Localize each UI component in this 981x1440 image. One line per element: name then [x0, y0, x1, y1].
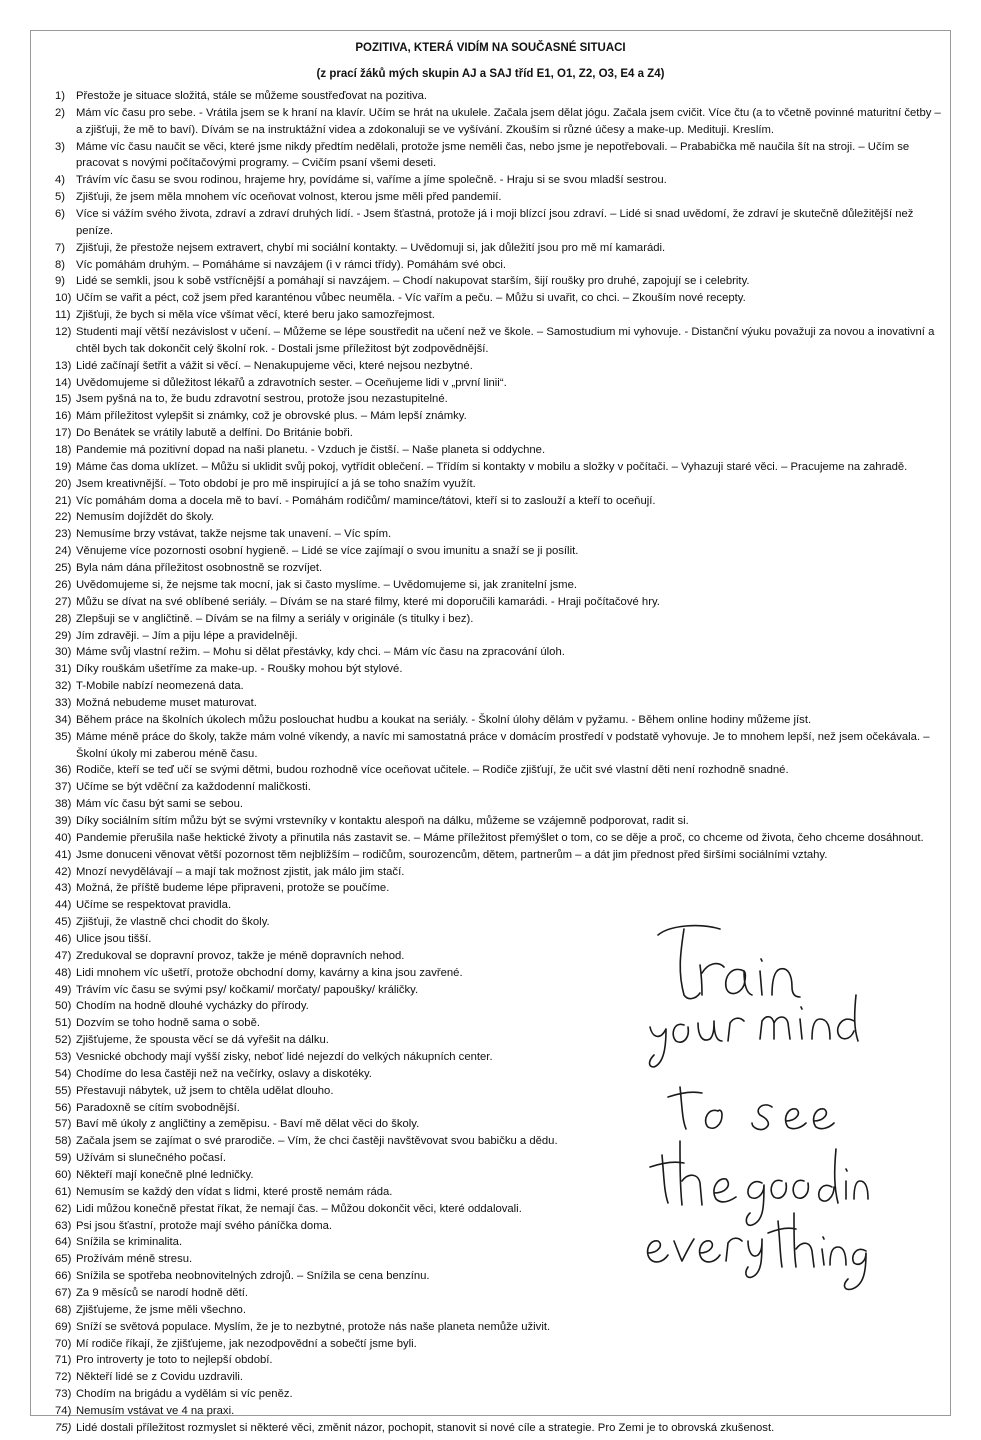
list-item-number: 14)	[55, 376, 72, 389]
list-item	[55, 442, 945, 459]
list-item-text: Lidé začínají šetřit a vážit si věcí. – Nenakupujeme věci, které nejsou nezbytné.	[76, 359, 473, 372]
list-item-text: Učíme se být vděční za každodenní maličkosti.	[76, 781, 311, 794]
handwritten-quote-image	[640, 915, 870, 1295]
list-item-text: Jsem kreativnější. – Toto období je pro mě inspirující a já se toho snažím využít.	[76, 477, 476, 490]
list-item-text: Snížila se kriminalita.	[76, 1236, 183, 1249]
list-item-text: Máme čas doma uklízet. – Můžu si uklidit svůj pokoj, vytřídit oblečení. – Třídím si kontakty v mobilu a složky v počítači. – Vyhazuji staré věci. – Pracujeme na zahradě.	[76, 460, 908, 473]
list-item	[55, 476, 945, 493]
list-item-text: Za 9 měsíců se narodí hodně dětí.	[76, 1287, 249, 1300]
list-item-number: 52)	[55, 1034, 72, 1047]
list-item-text: Možná nebudeme muset maturovat.	[76, 696, 257, 709]
list-item	[55, 408, 945, 425]
list-item-text: Jsme donuceni věnovat větší pozornost těm nejbližším – rodičům, sourozencům, dětem, partnerům – a dát jim přednost před širšími sociálními vztahy.	[76, 848, 828, 861]
list-item-text: Víc pomáhám druhým. – Pomáháme si navzájem (i v rámci třídy). Pomáhám své obci.	[76, 258, 507, 271]
list-item-number: 8)	[55, 258, 66, 271]
list-item-text: Zredukoval se dopravní provoz, takže je méně dopravních nehod.	[76, 949, 405, 962]
list-item-number: 29)	[55, 629, 72, 642]
list-item-number: 12)	[55, 326, 72, 339]
list-item	[55, 1336, 945, 1353]
list-item-text: Trávím víc času se svou rodinou, hrajeme hry, povídáme si, vaříme a jíme společně. - Hraju si se svou mladší sestrou.	[76, 174, 667, 187]
list-item	[55, 644, 945, 661]
list-item-number: 40)	[55, 831, 72, 844]
list-item-number: 13)	[55, 359, 72, 372]
list-item-number: 3)	[55, 140, 66, 153]
list-item-text: Studenti mají větší nezávislost v učení. – Můžeme se lépe soustředit na učení než ve škole. – Samostudium mi vyhovuje. - Distanční výuku považuji za novou a inovativní a chtěl bych tak dokončit celý školní rok. - Dostali jsme příležitost být zodpovědnější.	[76, 326, 935, 355]
list-item	[55, 897, 945, 914]
list-item-text: Víc pomáhám doma a docela mě to baví. - Pomáhám rodičům/ mamince/tátovi, kteří si to zaslouží a kteří to oceňují.	[76, 494, 656, 507]
list-item	[55, 240, 945, 257]
list-item-text: Zjišťujeme, že spousta věcí se dá vyřešit na dálku.	[76, 1034, 329, 1047]
list-item-text: Pandemie přerušila naše hektické životy a přinutila nás zastavit se. – Máme příležitost přemýšlet o tom, co se děje a proč, co chceme od života, čeho chceme dosáhnout.	[76, 831, 924, 844]
list-item	[55, 307, 945, 324]
list-item-text: Pro introverty je toto to nejlepší období.	[76, 1354, 273, 1367]
list-item-number: 70)	[55, 1337, 72, 1350]
list-item-number: 54)	[55, 1067, 72, 1080]
list-item-number: 50)	[55, 1000, 72, 1013]
list-item-number: 49)	[55, 983, 72, 996]
list-item-text: Máme víc času naučit se věci, které jsme nikdy předtím nedělali, protože jsme neměli čas, nebo jsme je nepotřebovali. – Prababička mě naučila šít na stroji. – Učím se pracovat s novými počítačovými programy. – Cvičím psaní všemi deseti.	[76, 140, 910, 170]
list-item-text: Věnujeme více pozornosti osobní hygieně. – Lidé se více zajímají o svou imunitu a snaží se ji posílit.	[76, 545, 579, 558]
list-item-number: 63)	[55, 1219, 72, 1232]
list-item	[55, 324, 945, 358]
list-item-text: Zjišťujeme, že jsme měli všechno.	[76, 1303, 246, 1316]
list-item	[55, 526, 945, 543]
list-item-text: Psi jsou šťastní, protože mají svého páníčka doma.	[76, 1219, 333, 1232]
list-item-number: 33)	[55, 696, 72, 709]
list-item-number: 71)	[55, 1354, 72, 1367]
list-item-text: Nemusím dojíždět do školy.	[76, 511, 214, 524]
list-item-text: Ulice jsou tišší.	[76, 932, 152, 945]
list-item-text: Mí rodiče říkají, že zjišťujeme, jak nezodpovědní a sobečtí jsme byli.	[76, 1337, 417, 1350]
list-item-number: 1)	[55, 90, 66, 102]
list-item-number: 45)	[55, 916, 72, 929]
list-item-text: Více si vážím svého života, zdraví a zdraví druhých lidí. - Jsem šťastná, protože já i moji blízcí jsou zdraví. – Lidé si snad uvědomí, že zdraví je skutečně důležitější než peníze.	[76, 208, 914, 237]
list-item	[55, 375, 945, 392]
list-item-number: 7)	[55, 241, 66, 254]
list-item-text: Uvědomujeme si, že nejsme tak mocní, jak si často myslíme. – Uvědomujeme si, jak zranitelní jsme.	[76, 578, 578, 591]
list-item	[55, 1386, 945, 1403]
list-item-text: Jsem pyšná na to, že budu zdravotní sestrou, protože jsou nezastupitelné.	[76, 393, 448, 406]
list-item	[55, 1302, 945, 1319]
list-item-text: Učíme se respektovat pravidla.	[76, 899, 232, 912]
list-item-text: Mnozí nevydělávají – a mají tak možnost zjistit, jak málo jim stačí.	[76, 865, 405, 878]
list-item-text: Uvědomujeme si důležitost lékařů a zdravotních sester. – Oceňujeme lidi v „první linii“.	[76, 376, 507, 389]
list-item-text: Chodíme do lesa častěji než na večírky, oslavy a diskotéky.	[76, 1067, 372, 1080]
list-item-text: Trávím víc času se svými psy/ kočkami/ morčaty/ papoušky/ králičky.	[76, 983, 419, 996]
list-item-number: 26)	[55, 578, 72, 591]
list-item-number: 18)	[55, 444, 72, 457]
list-item-text: Baví mě úkoly z angličtiny a zeměpisu. - Baví mě dělat věci do školy.	[76, 1118, 420, 1131]
list-item	[55, 577, 945, 594]
list-item-number: 57)	[55, 1118, 72, 1131]
list-item	[55, 273, 945, 290]
list-item-number: 58)	[55, 1135, 72, 1148]
list-item-number: 27)	[55, 595, 72, 608]
list-item-number: 22)	[55, 511, 72, 524]
list-item	[55, 206, 945, 240]
list-item-text: Dozvím se toho hodně sama o sobě.	[76, 1017, 260, 1030]
list-item	[55, 830, 945, 847]
list-item-number: 5)	[55, 191, 66, 204]
list-item-text: Díky sociálním sítím můžu být se svými vrstevníky v kontaktu alespoň na dálku, můžeme se vzájemně podporovat, radit si.	[76, 814, 689, 827]
list-item-number: 69)	[55, 1320, 72, 1333]
list-item-text: Nemusíme brzy vstávat, takže nejsme tak unavení. – Víc spím.	[76, 528, 392, 541]
list-item-number: 43)	[55, 882, 72, 895]
list-item	[55, 1420, 945, 1437]
list-item	[55, 1369, 945, 1386]
list-item-number: 21)	[55, 494, 72, 507]
list-item-text: Nemusím se každý den vídat s lidmi, které prostě nemám ráda.	[76, 1185, 393, 1198]
list-item-number: 39)	[55, 814, 72, 827]
list-item-text: Zlepšuji se v angličtině. – Dívám se na filmy a seriály v originále (s titulky i bez).	[76, 612, 474, 625]
list-item-text: Zjišťuji, že bych si měla více všímat věcí, které beru jako samozřejmost.	[76, 309, 435, 322]
list-item	[55, 678, 945, 695]
list-item	[55, 628, 945, 645]
list-item-number: 73)	[55, 1388, 72, 1401]
list-item-number: 25)	[55, 562, 72, 575]
list-item	[55, 425, 945, 442]
list-item-number: 46)	[55, 932, 72, 945]
list-item-text: Pandemie má pozitivní dopad na naši planetu. - Vzduch je čistší. – Naše planeta si oddychne.	[76, 444, 546, 457]
list-item-number: 23)	[55, 528, 72, 541]
list-item-text: Mám víc času být sami se sebou.	[76, 798, 244, 811]
list-item-text: Během práce na školních úkolech můžu poslouchat hudbu a koukat na seriály. - Školní úlohy dělám v pyžamu. - Během online hodiny můžeme jíst.	[76, 713, 812, 726]
list-item-text: Učím se vařit a péct, což jsem před karanténou vůbec neuměla. - Víc vařím a peču. – Můžu si uvařit, co chci. – Zkouším nové recepty.	[76, 292, 746, 305]
list-item-text: Máme méně práce do školy, takže mám volné víkendy, a navíc mi samostatná práce v domácím prostředí v podstatě vyhovuje. Je to mnohem lepší, než jsem očekávala. – Školní úkoly mi zaberou méně času.	[76, 730, 930, 760]
list-item-number: 31)	[55, 663, 72, 676]
list-item	[55, 189, 945, 206]
list-item	[55, 594, 945, 611]
list-item-text: Můžu se dívat na své oblíbené seriály. – Dívám se na staré filmy, které mi doporučili kamarádi. - Hraji počítačové hry.	[76, 595, 660, 608]
list-item	[55, 560, 945, 577]
list-item-number: 61)	[55, 1185, 72, 1198]
list-item	[55, 813, 945, 830]
list-item	[55, 509, 945, 526]
list-item	[55, 290, 945, 307]
handwriting-quote-graphic	[640, 915, 870, 1295]
list-item-number: 19)	[55, 460, 72, 473]
list-item-number: 38)	[55, 798, 72, 811]
list-item-text: Mám víc času pro sebe. - Vrátila jsem se k hraní na klavír. Učím se hrát na ukulele. Začala jsem dělat jógu. Začala jsem cvičit. Více čtu (a to včetně povinné maturitní četby – a zjišťuji, že mě to baví). Dívám se na instruktážní videa a zdokonaluji se ve vyšívání. Zkouším si různé účesy a make-up. Medituji. Kreslím.	[76, 106, 941, 136]
list-item	[55, 661, 945, 678]
list-item-number: 44)	[55, 899, 72, 912]
list-item-number: 55)	[55, 1084, 72, 1097]
list-item-text: Lidi můžou konečně přestat říkat, že nemají čas. – Můžou dokončit věci, které oddalovali.	[76, 1202, 522, 1215]
list-item-number: 48)	[55, 966, 72, 979]
list-item-number: 34)	[55, 713, 72, 726]
list-item	[55, 729, 945, 763]
list-item-text: Někteří lidé se z Covidu uzdravili.	[76, 1371, 244, 1384]
list-item-text: Chodím na brigádu a vydělám si víc peněz.	[76, 1388, 293, 1401]
list-item-text: Lidé se semkli, jsou k sobě vstřícnější a pomáhají si navzájem. – Chodí nakupovat starším, šijí roušky pro druhé, zapojují se i celebrity.	[76, 275, 750, 288]
list-item-text: Vesnické obchody mají vyšší zisky, neboť lidé nejezdí do velkých nákupních center.	[76, 1050, 493, 1063]
list-item	[55, 796, 945, 813]
list-item-number: 51)	[55, 1017, 72, 1030]
list-item	[55, 459, 945, 476]
list-item-text: Nemusím vstávat ve 4 na praxi.	[76, 1405, 235, 1418]
list-item-number: 68)	[55, 1303, 72, 1316]
list-item	[55, 88, 945, 105]
list-item-text: Přestavuji nábytek, už jsem to chtěla udělat dlouho.	[76, 1084, 334, 1097]
list-item	[55, 880, 945, 897]
list-item-text: Mám příležitost vylepšit si známky, což je obrovské plus. – Mám lepší známky.	[76, 410, 467, 423]
list-item	[55, 1319, 945, 1336]
list-item	[55, 391, 945, 408]
list-item	[55, 358, 945, 375]
list-item-number: 28)	[55, 612, 72, 625]
list-item	[55, 139, 945, 173]
list-item-number: 72)	[55, 1371, 72, 1384]
list-item-number: 65)	[55, 1253, 72, 1266]
list-item-number: 6)	[55, 208, 66, 221]
list-item	[55, 105, 945, 139]
list-item-text: Zjišťuji, že jsem měla mnohem víc oceňovat volnost, kterou jsme měli před pandemií.	[76, 191, 502, 204]
list-item-text: Sníží se světová populace. Myslím, že je to nezbytné, protože nás naše planeta nemůže uživit.	[76, 1320, 551, 1333]
list-item	[55, 1352, 945, 1369]
list-item	[55, 257, 945, 274]
list-item-number: 64)	[55, 1236, 72, 1249]
list-item-number: 59)	[55, 1152, 72, 1165]
list-item-text: Díky rouškám ušetříme za make-up. - Roušky mohou být stylové.	[76, 663, 403, 676]
list-item-number: 17)	[55, 427, 72, 440]
list-item-text: Byla nám dána příležitost osobnostně se rozvíjet.	[76, 562, 323, 575]
list-item-text: Zjišťuji, že vlastně chci chodit do školy.	[76, 916, 270, 929]
list-item-number: 53)	[55, 1050, 72, 1063]
list-item-number: 66)	[55, 1270, 72, 1283]
list-item-text: Začala jsem se zajímat o své prarodiče. – Vím, že chci častěji navštěvovat svou babičku a dědu.	[76, 1135, 558, 1148]
list-item-text: Jím zdravěji. – Jím a piju lépe a pravidelněji.	[76, 629, 298, 642]
list-item-number: 75)	[55, 1421, 72, 1434]
list-item-text: Rodiče, kteří se teď učí se svými dětmi, budou rozhodně více oceňovat učitele. – Rodiče zjišťují, že učit své vlastní děti není rozhodně snadné.	[76, 764, 789, 777]
list-item-number: 32)	[55, 680, 72, 693]
list-item	[55, 712, 945, 729]
list-item-number: 60)	[55, 1169, 72, 1181]
list-item-number: 42)	[55, 865, 72, 878]
list-item-text: Někteří mají konečně plné ledničky.	[76, 1169, 254, 1181]
list-item-text: Snížila se spotřeba neobnovitelných zdrojů. – Snížila se cena benzínu.	[76, 1270, 430, 1283]
list-item-text: Paradoxně se cítím svobodnější.	[76, 1101, 240, 1114]
list-item-text: T-Mobile nabízí neomezená data.	[76, 680, 244, 693]
document-title: POZITIVA, KTERÁ VIDÍM NA SOUČASNÉ SITUACI	[355, 42, 626, 54]
list-item	[55, 172, 945, 189]
list-item	[55, 779, 945, 796]
list-item-number: 62)	[55, 1202, 72, 1215]
list-item-number: 67)	[55, 1287, 72, 1300]
list-item-number: 4)	[55, 174, 66, 187]
list-item-number: 37)	[55, 781, 72, 794]
list-item-number: 24)	[55, 545, 72, 558]
list-item	[55, 493, 945, 510]
list-item	[55, 762, 945, 779]
list-item-number: 20)	[55, 477, 72, 490]
list-item-text: Možná, že příště budeme lépe připraveni, protože se poučíme.	[76, 882, 390, 895]
list-item	[55, 543, 945, 560]
list-item-number: 47)	[55, 949, 72, 962]
list-item-number: 11)	[55, 309, 71, 322]
list-item-number: 2)	[55, 106, 66, 119]
list-item-number: 9)	[55, 275, 66, 288]
list-item-text: Do Benátek se vrátily labutě a delfíni. Do Británie bobři.	[76, 427, 353, 440]
list-item	[55, 611, 945, 628]
list-item-text: Zjišťuji, že přestože nejsem extravert, chybí mi sociální kontakty. – Uvědomuji si, jak důležití jsou pro mě mí kamarádi.	[76, 241, 666, 254]
list-item	[55, 864, 945, 881]
list-item-number: 74)	[55, 1405, 72, 1418]
list-item-text: Přestože je situace složitá, stále se můžeme soustřeďovat na pozitiva.	[76, 90, 428, 102]
list-item-number: 56)	[55, 1101, 72, 1114]
list-item-number: 15)	[55, 393, 72, 406]
list-item	[55, 1403, 945, 1420]
list-item-text: Užívám si slunečného počasí.	[76, 1152, 227, 1165]
list-item-text: Máme svůj vlastní režim. – Mohu si dělat přestávky, kdy chci. – Mám víc času na zpracování úloh.	[76, 646, 565, 659]
list-item-number: 10)	[55, 292, 72, 305]
list-item	[55, 847, 945, 864]
list-item-number: 30)	[55, 646, 72, 659]
list-item-text: Lidé dostali příležitost rozmyslet si některé věci, změnit názor, pochopit, stanovit si nové cíle a strategie. Pro Zemi je to obrovská zkušenost.	[76, 1421, 775, 1434]
list-item-text: Chodím na hodně dlouhé vycházky do přírody.	[76, 1000, 309, 1013]
list-item-number: 16)	[55, 410, 72, 423]
list-item-number: 36)	[55, 764, 72, 777]
list-item-number: 35)	[55, 730, 72, 743]
list-item-number: 41)	[55, 848, 72, 861]
document-subtitle: (z prací žáků mých skupin AJ a SAJ tříd E1, O1, Z2, O3, E4 a Z4)	[316, 68, 665, 80]
list-item-text: Lidi mnohem víc ušetří, protože obchodní domy, kavárny a kina jsou zavřené.	[76, 966, 463, 979]
list-item-text: Prožívám méně stresu.	[76, 1253, 193, 1266]
list-item	[55, 695, 945, 712]
